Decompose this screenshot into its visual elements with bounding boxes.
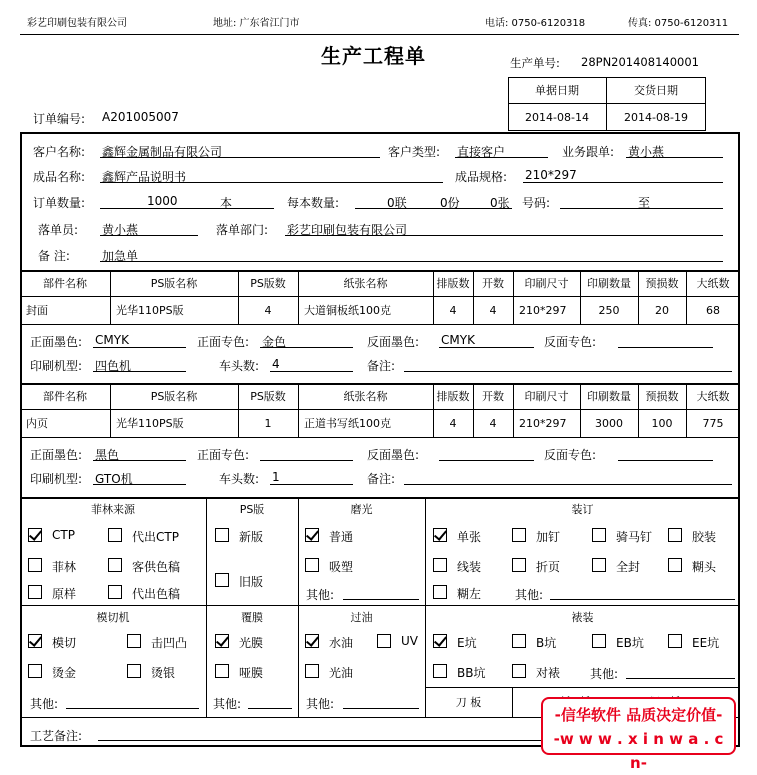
film-option-label: 客供色稿	[132, 560, 181, 574]
lam-checkbox-1[interactable]	[215, 664, 229, 678]
product-label: 成品名称:	[33, 170, 86, 184]
part-header-cell: PS版数	[250, 390, 286, 403]
ps-checkbox-1[interactable]	[215, 573, 229, 587]
part-field-line	[93, 484, 186, 485]
header-divider	[20, 34, 739, 35]
customer-name-label: 客户名称:	[33, 145, 86, 159]
mount-option-label: B坑	[536, 636, 557, 650]
mount-checkbox-1[interactable]	[512, 634, 526, 648]
part-header-cell: 预损数	[645, 277, 679, 290]
part-header-cell: 开数	[482, 277, 504, 290]
qty-unit: 本	[220, 196, 233, 210]
heads: 4	[272, 357, 280, 371]
die-checkbox-3[interactable]	[127, 664, 141, 678]
part-header-cell: 大纸数	[696, 277, 730, 290]
heads: 1	[272, 470, 280, 484]
product-name: 鑫辉产品说明书	[102, 170, 187, 184]
front-ink: CMYK	[95, 333, 129, 347]
part-field-line	[93, 371, 186, 372]
oil-option-label: 光油	[329, 666, 354, 680]
placer-line	[100, 235, 198, 236]
binding-title: 装订	[571, 503, 594, 516]
part-field-line	[618, 460, 713, 461]
part-cell: 大道铜板纸100克	[304, 304, 391, 317]
part-field-line	[404, 484, 732, 485]
binding-checkbox-4[interactable]	[433, 558, 447, 572]
order-qty-line	[100, 208, 274, 209]
haoma-label: 号码:	[522, 196, 551, 210]
die-option-label: 击凹凸	[151, 636, 188, 650]
mount-option-label: BB坑	[457, 666, 486, 680]
haoma-line	[560, 208, 723, 209]
part-header-cell: 印刷尺寸	[524, 277, 569, 290]
part-header-cell: PS版名称	[150, 390, 198, 403]
process-mid-line	[20, 605, 740, 606]
delivery-date: 2014-08-19	[624, 110, 688, 124]
haoma-to: 至	[638, 196, 651, 210]
order-qty: 1000	[147, 194, 178, 208]
binding-option-label: 折页	[536, 560, 561, 574]
binding-option-label: 线装	[457, 560, 482, 574]
part-cell: 20	[655, 303, 669, 317]
company-fax: 传真: 0750-6120311	[628, 18, 729, 29]
polish-checkbox-0[interactable]	[305, 528, 319, 542]
oil-checkbox-2[interactable]	[305, 664, 319, 678]
product-line	[100, 182, 443, 183]
polish-checkbox-1[interactable]	[305, 558, 319, 572]
mount-checkbox-4[interactable]	[433, 664, 447, 678]
remark-label: 备注:	[367, 359, 396, 373]
heads-label: 车头数:	[219, 472, 260, 486]
back-ink-label: 反面墨色:	[367, 335, 420, 349]
process-v3	[425, 497, 426, 717]
part-field-line	[618, 347, 713, 348]
part-cell: 光华110PS版	[116, 417, 184, 430]
order-qty-label: 订单数量:	[33, 196, 86, 210]
part-cell: 210*297	[519, 416, 567, 430]
binding-option-label: 加钉	[536, 530, 561, 544]
mount-checkbox-5[interactable]	[512, 664, 526, 678]
part-cell: 光华110PS版	[116, 304, 184, 317]
part-field-line	[260, 460, 353, 461]
binding-checkbox-7[interactable]	[668, 558, 682, 572]
front-ink-label: 正面墨色:	[30, 335, 83, 349]
doc-date: 2014-08-14	[525, 110, 589, 124]
part-cell: 4	[449, 416, 457, 430]
die-option-label: 模切	[52, 636, 77, 650]
film-title: 菲林来源	[91, 503, 135, 516]
mount-option-label: E坑	[457, 636, 477, 650]
back-spot-label: 反面专色:	[544, 448, 597, 462]
part-field-line	[93, 460, 186, 461]
production-no: 28PN201408140001	[581, 55, 699, 69]
part-cell: 内页	[26, 417, 48, 430]
part-cell: 210*297	[519, 303, 567, 317]
mount-checkbox-2[interactable]	[592, 634, 606, 648]
note-line	[100, 261, 723, 262]
sales-person: 黄小燕	[628, 145, 665, 159]
part-cell: 1	[264, 416, 272, 430]
part-header-cell: 印刷数量	[587, 390, 631, 403]
back-ink: CMYK	[441, 333, 475, 347]
watermark-stamp	[541, 697, 736, 772]
part-cell: 3000	[595, 416, 623, 430]
binding-option-label: 全封	[616, 560, 641, 574]
company-phone: 电话: 0750-6120318	[485, 18, 586, 29]
binding-option-label: 糊左	[457, 587, 482, 601]
die-checkbox-2[interactable]	[28, 664, 42, 678]
note-label: 备 注:	[38, 249, 70, 263]
lam-option-label: 哑膜	[239, 666, 264, 680]
craft-note-label: 工艺备注:	[30, 729, 83, 743]
company-name: 彩艺印刷包装有限公司	[27, 18, 127, 29]
spec-line	[523, 182, 723, 183]
mount-title: 裱装	[571, 611, 594, 624]
mount-other-line	[626, 678, 735, 679]
part-row-line	[20, 437, 740, 438]
film-option-label: 代出色稿	[132, 587, 181, 601]
part-cell: 68	[706, 303, 720, 317]
placer-label: 落单员:	[38, 223, 79, 237]
binding-checkbox-3[interactable]	[668, 528, 682, 542]
process-v2	[298, 497, 299, 717]
part-header-cell: 排版数	[436, 390, 470, 403]
part-header-cell: 部件名称	[43, 277, 87, 290]
part-header-cell: 纸张名称	[343, 277, 388, 290]
order-no-label: 订单编号:	[33, 112, 86, 126]
film-option-label: 原样	[52, 587, 77, 601]
remark-label: 备注:	[367, 472, 396, 486]
part-field-line	[260, 347, 353, 348]
part-header-cell: 开数	[482, 390, 504, 403]
note: 加急单	[102, 249, 139, 263]
film-checkbox-1[interactable]	[108, 528, 122, 542]
lam-checkbox-0[interactable]	[215, 634, 229, 648]
oil-title: 过油	[350, 611, 373, 624]
binding-option-label: 糊头	[692, 560, 717, 574]
front-spot-label: 正面专色:	[197, 335, 250, 349]
die-other-line	[66, 708, 199, 709]
front-spot-label: 正面专色:	[197, 448, 250, 462]
front-spot: 金色	[262, 335, 287, 349]
product-spec: 210*297	[525, 168, 577, 182]
part-field-line	[439, 347, 534, 348]
lam-option-label: 光膜	[239, 636, 264, 650]
oil-checkbox-0[interactable]	[305, 634, 319, 648]
oil-checkbox-1[interactable]	[377, 634, 391, 648]
customer-name: 鑫辉金属制品有限公司	[102, 145, 223, 159]
polish-option-label: 普通	[329, 530, 354, 544]
lam-other-line	[248, 708, 292, 709]
film-checkbox-4[interactable]	[28, 585, 42, 599]
part-cell: 4	[264, 303, 272, 317]
die-checkbox-1[interactable]	[127, 634, 141, 648]
per-lian: 0联	[387, 196, 407, 210]
film-option-label: 代出CTP	[132, 530, 179, 544]
knife-divider	[512, 687, 513, 717]
ps-option-label: 新版	[239, 530, 264, 544]
part-header-cell: 纸张名称	[343, 390, 388, 403]
per-qty-label: 每本数量:	[287, 196, 340, 210]
process-top-line	[20, 497, 740, 499]
part-header-cell: 印刷尺寸	[524, 390, 569, 403]
film-checkbox-0[interactable]	[28, 528, 42, 542]
part-cell: 正道书写纸100克	[304, 417, 391, 430]
binding-other-line	[550, 599, 735, 600]
part-header-cell: PS版名称	[150, 277, 198, 290]
dept: 彩艺印刷包装有限公司	[287, 223, 408, 237]
lam-title: 覆膜	[241, 611, 263, 624]
part-cell: 775	[702, 416, 724, 430]
binding-checkbox-0[interactable]	[433, 528, 447, 542]
film-checkbox-3[interactable]	[108, 558, 122, 572]
sales-line	[626, 157, 723, 158]
die-other-label: 其他:	[30, 697, 59, 711]
production-no-label: 生产单号:	[510, 56, 560, 70]
customer-type-line	[455, 157, 548, 158]
part-cell: 100	[651, 416, 673, 430]
binding-checkbox-5[interactable]	[512, 558, 526, 572]
delivery-date-label: 交货日期	[634, 84, 678, 97]
ps-title: PS版	[239, 503, 265, 516]
polish-title: 磨光	[350, 503, 373, 516]
part-cell: 250	[598, 303, 620, 317]
machine: 四色机	[95, 359, 132, 373]
heads-label: 车头数:	[219, 359, 260, 373]
doc-date-label: 单据日期	[535, 84, 579, 97]
part-header-cell: PS版数	[250, 277, 286, 290]
process-v1	[206, 497, 207, 717]
lam-other-label: 其他:	[213, 697, 242, 711]
back-spot-label: 反面专色:	[544, 335, 597, 349]
film-checkbox-5[interactable]	[108, 585, 122, 599]
per-qty-line	[355, 208, 512, 209]
machine: GTO机	[95, 472, 133, 486]
binding-option-label: 胶装	[692, 530, 717, 544]
sales-label: 业务跟单:	[562, 145, 615, 159]
ps-option-label: 旧版	[239, 575, 264, 589]
company-address: 地址: 广东省江门市	[213, 18, 300, 29]
part-header-cell: 预损数	[645, 390, 679, 403]
knife-label: 刀 板	[455, 696, 482, 709]
dept-label: 落单部门:	[216, 223, 269, 237]
part-field-line	[439, 460, 534, 461]
mount-option-label: 对裱	[536, 666, 561, 680]
mount-option-label: EE坑	[692, 636, 720, 650]
binding-checkbox-6[interactable]	[592, 558, 606, 572]
per-zhang: 0张	[490, 196, 510, 210]
binding-checkbox-1[interactable]	[512, 528, 526, 542]
part-cell: 封面	[26, 304, 48, 317]
part-field-line	[93, 347, 186, 348]
oil-other-line	[343, 708, 419, 709]
die-option-label: 烫金	[52, 666, 77, 680]
mount-option-label: EB坑	[616, 636, 644, 650]
die-checkbox-0[interactable]	[28, 634, 42, 648]
customer-name-line	[100, 157, 380, 158]
spec-label: 成品规格:	[455, 170, 508, 184]
front-ink: 黑色	[95, 448, 120, 462]
binding-checkbox-8[interactable]	[433, 585, 447, 599]
part-header-cell: 印刷数量	[587, 277, 631, 290]
part-row-line	[20, 324, 740, 325]
binding-other-label: 其他:	[515, 588, 544, 602]
per-fen: 0份	[440, 196, 460, 210]
part-cell: 4	[449, 303, 457, 317]
customer-type-label: 客户类型:	[388, 145, 441, 159]
part-header-cell: 大纸数	[696, 390, 730, 403]
part-cell: 4	[489, 416, 497, 430]
part-field-line	[404, 371, 732, 372]
oil-option-label: UV	[401, 634, 418, 648]
oil-option-label: 水油	[329, 636, 354, 650]
oil-other-label: 其他:	[306, 697, 335, 711]
polish-other-label: 其他:	[306, 588, 335, 602]
die-title: 模切机	[96, 611, 130, 624]
watermark-line2: -w w w . x i n w a . c n-	[553, 730, 724, 772]
polish-other-line	[343, 599, 419, 600]
mount-other-label: 其他:	[590, 667, 619, 681]
binding-checkbox-2[interactable]	[592, 528, 606, 542]
part-header-cell: 部件名称	[43, 390, 87, 403]
mount-checkbox-3[interactable]	[668, 634, 682, 648]
part-cell: 4	[489, 303, 497, 317]
order-no: A201005007	[102, 110, 179, 124]
binding-option-label: 单张	[457, 530, 482, 544]
film-checkbox-2[interactable]	[28, 558, 42, 572]
page-title: 生产工程单	[321, 44, 426, 68]
watermark-line1: -信华软件 品质决定价值-	[554, 706, 723, 724]
front-ink-label: 正面墨色:	[30, 448, 83, 462]
part-header-cell: 排版数	[436, 277, 470, 290]
machine-label: 印刷机型:	[30, 359, 83, 373]
placer: 黄小燕	[102, 223, 139, 237]
ps-checkbox-0[interactable]	[215, 528, 229, 542]
die-option-label: 烫银	[151, 666, 176, 680]
film-option-label: CTP	[52, 528, 75, 542]
mount-checkbox-0[interactable]	[433, 634, 447, 648]
film-option-label: 菲林	[52, 560, 77, 574]
machine-label: 印刷机型:	[30, 472, 83, 486]
binding-option-label: 骑马钉	[616, 530, 653, 544]
customer-type: 直接客户	[457, 145, 506, 159]
back-ink-label: 反面墨色:	[367, 448, 420, 462]
part-field-line	[270, 484, 353, 485]
polish-option-label: 吸塑	[329, 560, 354, 574]
dept-line	[285, 235, 723, 236]
part-field-line	[270, 371, 353, 372]
